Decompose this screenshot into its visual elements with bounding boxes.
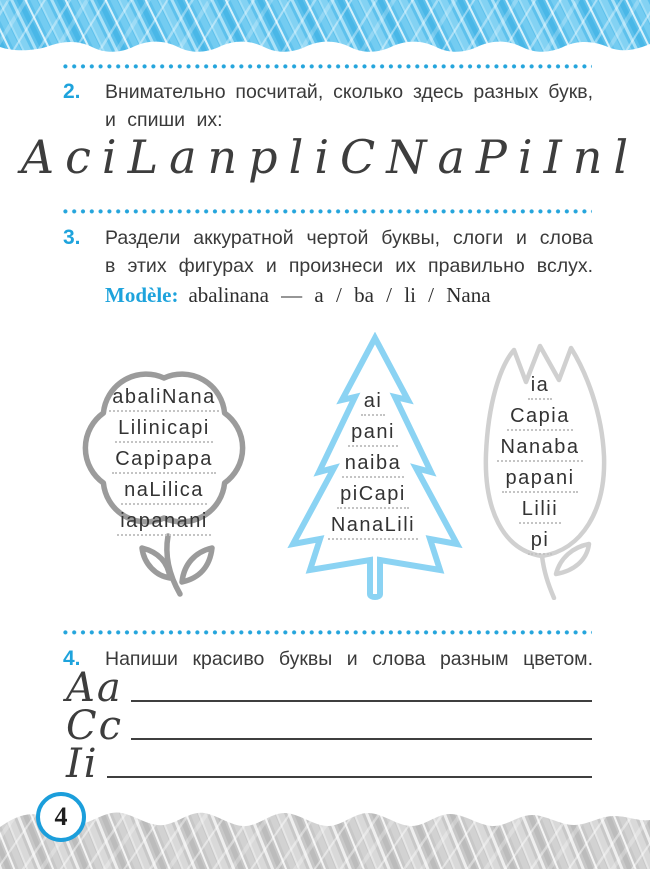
exercise4-number: 4. <box>63 647 81 670</box>
shape-word: ia <box>528 374 553 400</box>
painted-gray-band <box>0 799 650 869</box>
shape-word: pani <box>348 421 398 447</box>
exercise2-line1: Внимательно посчитай, сколько здесь разных букв, <box>105 81 593 103</box>
writing-line <box>107 776 592 778</box>
cursive-letters-sample: AciLanpliCNaPiInl <box>20 130 640 184</box>
shape-word: Lilinicapi <box>115 417 213 443</box>
cursive-letter-pair: Aa <box>66 665 123 711</box>
shape-word: abaliNana <box>109 386 219 412</box>
tree-word-list <box>283 390 463 540</box>
shape-word: naiba <box>342 452 404 478</box>
shape-word: pi <box>528 529 553 555</box>
shape-word: naLilica <box>121 479 207 505</box>
cursive-letter-pair: Cc <box>66 703 124 749</box>
writing-row-ii <box>66 742 592 786</box>
writing-line <box>131 738 592 740</box>
exercise3-number: 3. <box>63 226 81 249</box>
exercise2-number: 2. <box>63 80 81 103</box>
exercise3-text <box>105 224 593 280</box>
painted-blue-band <box>0 0 650 58</box>
exercise3-line2: в этих фигурах и произнеси их правильно вслух. <box>105 255 593 277</box>
shape-word: Capia <box>507 405 573 431</box>
model-example <box>105 283 491 308</box>
tulip-word-list <box>470 374 610 555</box>
tulip-shape <box>470 334 610 600</box>
shape-word: ai <box>361 390 386 416</box>
writing-line <box>131 700 592 702</box>
model-text: abalinana — a / ba / li / Nana <box>188 283 491 307</box>
tree-shape <box>283 332 463 600</box>
flower-shape <box>64 338 264 600</box>
shape-word: Lilii <box>519 498 561 524</box>
shape-word: papani <box>502 467 577 493</box>
exercise4-line: Напиши красиво буквы и слова разным цветом. <box>105 648 593 670</box>
model-label: Modèle: <box>105 283 179 307</box>
shape-word: Nanaba <box>497 436 582 462</box>
dotted-separator <box>63 630 592 635</box>
dotted-separator <box>63 209 592 214</box>
shape-word: NanaLili <box>328 514 418 540</box>
exercise3-line1: Раздели аккуратной чертой буквы, слоги и слова <box>105 227 593 249</box>
shape-word: Capipapa <box>112 448 216 474</box>
page-number-badge: 4 <box>36 792 86 842</box>
cursive-letter-pair: Ii <box>66 741 99 787</box>
dotted-separator <box>63 64 592 69</box>
exercise2-line2: и спиши их: <box>105 109 223 131</box>
flower-word-list <box>64 386 264 536</box>
shape-word: piCapi <box>337 483 409 509</box>
shape-word: iapanani <box>117 510 211 536</box>
